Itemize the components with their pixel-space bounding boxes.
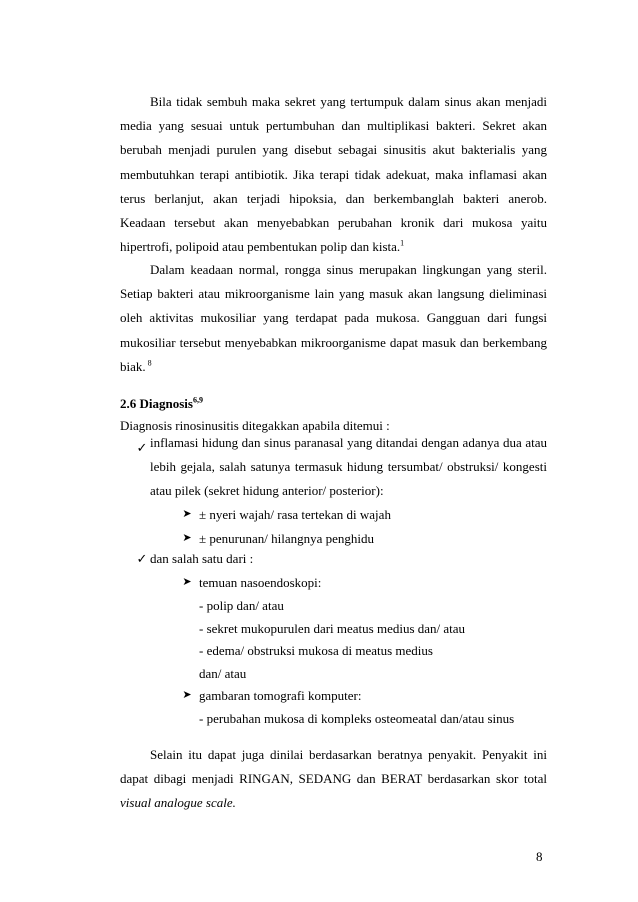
check-mark-icon: ✓ bbox=[136, 551, 148, 566]
criteria-2-sub-1-item-1: - polip dan/ atau bbox=[199, 598, 284, 613]
criteria-1-sub-2: ± penurunan/ hilangnya penghidu bbox=[199, 531, 375, 546]
arrowhead-bullet-icon: ➤ bbox=[182, 576, 192, 588]
citation-1: 1 bbox=[400, 238, 405, 248]
criteria-1: inflamasi hidung dan sinus paranasal yang ditandai dengan adanya dua atau lebih gejala, salah satunya termasuk hidung tersumbat/ obstruksi/ kongesti atau pilek (sekret hidung anterior/ posterior): bbox=[150, 435, 547, 499]
criteria-2-sub-2-item-1: - perubahan mukosa di kompleks osteomeatal dan/atau sinus bbox=[199, 711, 515, 726]
paragraph-3-text: Selain itu dapat juga dinilai berdasarkan beratnya penyakit. Penyakit ini dapat dibagi menjadi RINGAN, SEDANG dan BERAT berdasarkan skor total bbox=[120, 747, 547, 787]
section-heading-text: 2.6 Diagnosis bbox=[120, 396, 193, 411]
paragraph-1 bbox=[120, 90, 547, 259]
criteria-2-sub-1-item-3: - edema/ obstruksi mukosa di meatus medius bbox=[199, 643, 433, 658]
page-number: 8 bbox=[536, 849, 543, 864]
criteria-1-sub-1: ± nyeri wajah/ rasa tertekan di wajah bbox=[199, 507, 391, 522]
arrowhead-bullet-icon: ➤ bbox=[182, 532, 192, 544]
diagnosis-intro: Diagnosis rinosinusitis ditegakkan apabila ditemui : bbox=[120, 418, 390, 433]
paragraph-2 bbox=[120, 258, 547, 379]
criteria-2-sub-1-item-4: dan/ atau bbox=[199, 666, 247, 681]
section-heading-citation: 6,9 bbox=[192, 395, 203, 405]
arrowhead-bullet-icon: ➤ bbox=[182, 508, 192, 520]
paragraph-3 bbox=[120, 743, 547, 816]
paragraph-1-text: Bila tidak sembuh maka sekret yang tertumpuk dalam sinus akan menjadi media yang sesuai untuk pertumbuhan dan multiplikasi bakteri. Sekret akan berubah menjadi purulen yang disebut sebagai sinusitis akut bakterialis yang membutuhkan terapi antibiotik. Jika terapi tidak adekuat, maka inflamasi akan terus berlanjut, akan terjadi hipoksia, dan berkembanglah bakteri anerob. Keadaan tersebut akan menyebabkan perubahan kronik dari mukosa yaitu hipertrofi, polipoid atau pembentukan polip dan kista. bbox=[120, 94, 547, 255]
check-mark-icon: ✓ bbox=[136, 440, 148, 455]
arrowhead-bullet-icon: ➤ bbox=[182, 689, 192, 701]
citation-8: 8 bbox=[147, 358, 152, 368]
paragraph-3-italic: visual analogue scale. bbox=[120, 795, 236, 811]
criteria-2-sub-2: gambaran tomografi komputer: bbox=[199, 688, 362, 703]
criteria-2: dan salah satu dari : bbox=[150, 551, 254, 566]
paragraph-2-text: Dalam keadaan normal, rongga sinus merupakan lingkungan yang steril. Setiap bakteri atau mikroorganisme lain yang masuk akan langsung dieliminasi oleh aktivitas mukosiliar yang terdapat pada mukosa. Gangguan dari fungsi mukosiliar tersebut menyebabkan mikroorganisme dapat masuk dan berkembang biak. bbox=[120, 262, 547, 374]
section-heading bbox=[120, 396, 203, 412]
criteria-2-sub-1-item-2: - sekret mukopurulen dari meatus medius dan/ atau bbox=[199, 621, 466, 636]
criteria-2-sub-1: temuan nasoendoskopi: bbox=[199, 575, 322, 590]
